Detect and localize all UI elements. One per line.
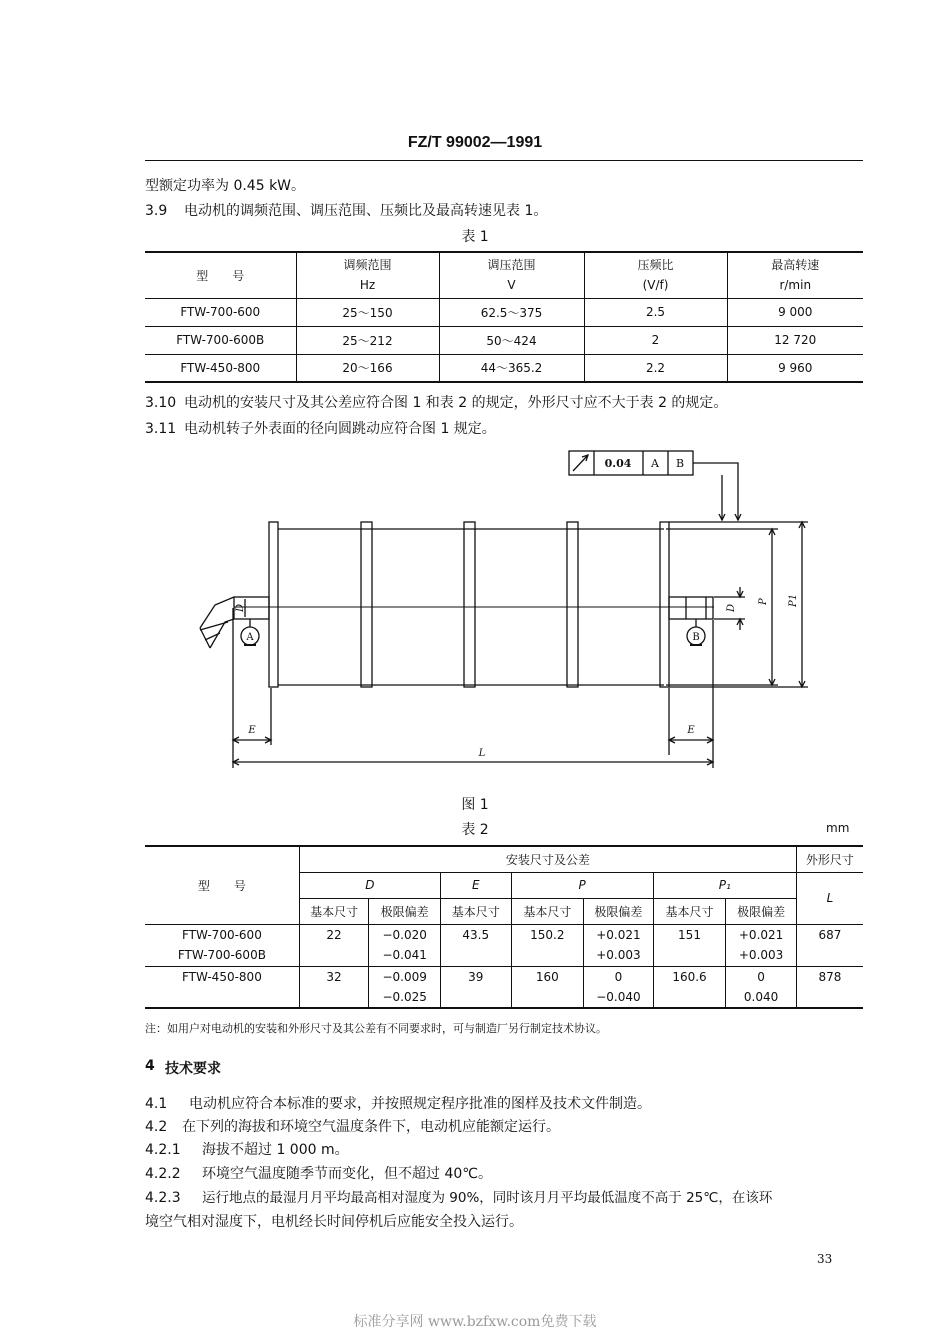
- table1-cell: FTW-450-800: [145, 354, 296, 382]
- table2-cell: +0.003: [726, 945, 797, 966]
- table2-cell: 0: [584, 966, 654, 987]
- table2-basic: 基本尺寸: [511, 898, 584, 924]
- table1-header-volt: 调压范围 V: [439, 252, 584, 298]
- table2-cell: [299, 945, 369, 966]
- table2-limit: 极限偏差: [726, 898, 797, 924]
- table2-cell: [796, 945, 863, 966]
- table2-cell: −0.040: [584, 987, 654, 1008]
- table-row: [145, 987, 863, 1008]
- clause-3-11-number: 3.11: [145, 421, 177, 437]
- clause-number: 4.2.3: [145, 1190, 181, 1206]
- table1-caption: 表 1: [461, 229, 489, 245]
- table1-cell: 25～212: [296, 326, 439, 354]
- table1-cell: 2.2: [584, 354, 727, 382]
- table2-cell: 0.040: [726, 987, 797, 1008]
- table2-cell: −0.041: [369, 945, 441, 966]
- table2-basic: 基本尺寸: [299, 898, 369, 924]
- table2-cell: [440, 987, 511, 1008]
- clause-3-10-text: 电动机的安装尺寸及其公差应符合图 1 和表 2 的规定，外形尺寸应不大于表 2 的规定。: [184, 395, 728, 411]
- tolerance-datum-a: A: [651, 457, 659, 470]
- table-row: [145, 354, 863, 382]
- table1-cell: 2.5: [584, 298, 727, 326]
- table1-header-row: [145, 252, 863, 298]
- table2-cell: 160.6: [653, 966, 726, 987]
- end-ring-right: [660, 522, 669, 687]
- ring: [361, 522, 372, 687]
- clause-text: 环境空气温度随季节而变化，但不超过 40℃。: [202, 1166, 492, 1182]
- ring: [567, 522, 578, 687]
- clause-text: 在下列的海拔和环境空气温度条件下，电动机应能额定运行。: [182, 1119, 560, 1135]
- table2-cell: −0.020: [369, 924, 441, 945]
- table2-cell: [511, 987, 584, 1008]
- table2-cell: 0: [726, 966, 797, 987]
- runout-arrow-icon: [573, 455, 588, 471]
- dim-e-right-label: E: [687, 725, 695, 736]
- header-rule: [145, 160, 863, 161]
- table2-cell: [796, 987, 863, 1008]
- clause-3-10-number: 3.10: [145, 395, 177, 411]
- clause-text: 运行地点的最湿月月平均最高相对湿度为 90%，同时该月月平均最低温度不高于 25℃，在该环: [202, 1190, 773, 1206]
- table2-cell: 687: [818, 927, 842, 942]
- table2-header-outline: 外形尺寸: [805, 852, 854, 867]
- table1-cell: 44～365.2: [439, 354, 584, 382]
- tolerance-datum-b: B: [675, 457, 685, 470]
- section4-title: 技术要求: [165, 1061, 221, 1077]
- table1-cell: 50～424: [439, 326, 584, 354]
- table2-cell: 22: [299, 924, 369, 945]
- table1-cell: 25～150: [296, 298, 439, 326]
- table2-sub-p1: P₁: [653, 872, 796, 898]
- table2-cell: 151: [653, 924, 726, 945]
- table2-cell: [145, 987, 299, 1008]
- dim-e-left-label: E: [248, 725, 256, 736]
- table2-limit: 极限偏差: [584, 898, 654, 924]
- table2-limit: 极限偏差: [369, 898, 441, 924]
- clause-number: 4.2.1: [145, 1142, 181, 1158]
- table2-header-install: 安装尺寸及公差: [299, 846, 796, 872]
- clause-text: 海拔不超过 1 000 m。: [202, 1142, 349, 1158]
- table2-sub-l: L: [826, 891, 834, 905]
- table2-cell: [653, 945, 726, 966]
- table1-cell: 62.5～375: [439, 298, 584, 326]
- standard-code: FZ/T 99002—1991: [407, 134, 543, 151]
- table2-sub-e: E: [440, 872, 511, 898]
- table1: [145, 251, 863, 383]
- table2-sub-d: D: [299, 872, 440, 898]
- section4-number: 4: [145, 1058, 155, 1074]
- table2: [145, 845, 863, 1009]
- footer-watermark: 标准分享网 www.bzfxw.com免费下载: [353, 1314, 597, 1330]
- table2-cell: [653, 987, 726, 1008]
- table-row: [145, 326, 863, 354]
- table2-cell: [299, 987, 369, 1008]
- table2-cell: FTW-700-600B: [145, 945, 299, 966]
- table1-cell: FTW-700-600B: [145, 326, 296, 354]
- table1-header-freq: 调频范围 Hz: [296, 252, 439, 298]
- table2-cell: +0.021: [726, 924, 797, 945]
- dim-p-label: P: [758, 598, 769, 605]
- table2-basic: 基本尺寸: [440, 898, 511, 924]
- datum-a-label: A: [246, 632, 254, 643]
- table2-caption: 表 2: [461, 822, 489, 838]
- table1-header-speed: 最高转速 r/min: [771, 258, 820, 293]
- table2-unit: mm: [826, 821, 850, 835]
- table2-cell: FTW-450-800: [145, 966, 299, 987]
- table1-cell: 20～166: [296, 354, 439, 382]
- table2-cell: [440, 945, 511, 966]
- table2-note: 注：如用户对电动机的安装和外形尺寸及其公差有不同要求时，可与制造厂另行制定技术协议。: [145, 1022, 607, 1035]
- dim-p1-label: P1: [788, 593, 799, 607]
- clause-number: 4.2.2: [145, 1166, 181, 1182]
- table2-cell: −0.009: [369, 966, 441, 987]
- table1-header-model: 型 号: [145, 252, 296, 298]
- table2-cell: 32: [299, 966, 369, 987]
- clause-3-9-number: 3.9: [145, 203, 168, 219]
- table1-cell: 2: [584, 326, 727, 354]
- clause-3-11-text: 电动机转子外表面的径向圆跳动应符合图 1 规定。: [184, 421, 496, 437]
- table2-cell: +0.021: [584, 924, 654, 945]
- table2-cell: 43.5: [440, 924, 511, 945]
- table2-cell: [511, 945, 584, 966]
- table1-header-ratio: 压频比 (V/f): [584, 252, 727, 298]
- table2-cell: FTW-700-600: [145, 924, 299, 945]
- clause-number: 4.1: [145, 1096, 168, 1112]
- table2-sub-p: P: [511, 872, 653, 898]
- table2-basic: 基本尺寸: [653, 898, 726, 924]
- table2-cell: −0.025: [369, 987, 441, 1008]
- page-number: 33: [817, 1252, 833, 1266]
- ring: [464, 522, 475, 687]
- clause-text: 电动机应符合本标准的要求，并按照规定程序批准的图样及技术文件制造。: [189, 1096, 651, 1112]
- figure1-caption: 图 1: [461, 797, 489, 813]
- clause-continuation: 境空气相对湿度下，电机经长时间停机后应能安全投入运行。: [145, 1214, 523, 1230]
- table-row: [145, 966, 863, 987]
- dim-l-label: L: [478, 748, 486, 759]
- table2-cell: 878: [818, 969, 842, 984]
- datum-b-label: B: [692, 632, 700, 643]
- table1-cell: 9 960: [778, 360, 813, 375]
- table2-header-model: 型 号: [145, 846, 299, 924]
- figure1-drawing: [0, 440, 950, 790]
- clause-3-9-text: 电动机的调频范围、调压范围、压频比及最高转速见表 1。: [184, 203, 548, 219]
- dim-d-left-label: D: [235, 603, 246, 612]
- table-row: [145, 924, 863, 945]
- table2-cell: 160: [511, 966, 584, 987]
- table2-cell: 39: [440, 966, 511, 987]
- table-row: [145, 945, 863, 966]
- dim-d-right-label: D: [726, 603, 737, 612]
- table1-cell: FTW-700-600: [145, 298, 296, 326]
- table2-cell: +0.003: [584, 945, 654, 966]
- table-row: [145, 298, 863, 326]
- table1-cell: 9 000: [778, 305, 813, 319]
- tolerance-value: 0.04: [604, 457, 632, 470]
- end-ring-left: [269, 522, 278, 687]
- table2-header-row: [145, 846, 863, 872]
- table2-cell: 150.2: [511, 924, 584, 945]
- paragraph-power: 型额定功率为 0.45 kW。: [145, 178, 306, 194]
- table1-cell: 12 720: [774, 333, 817, 347]
- clause-number: 4.2: [145, 1119, 168, 1135]
